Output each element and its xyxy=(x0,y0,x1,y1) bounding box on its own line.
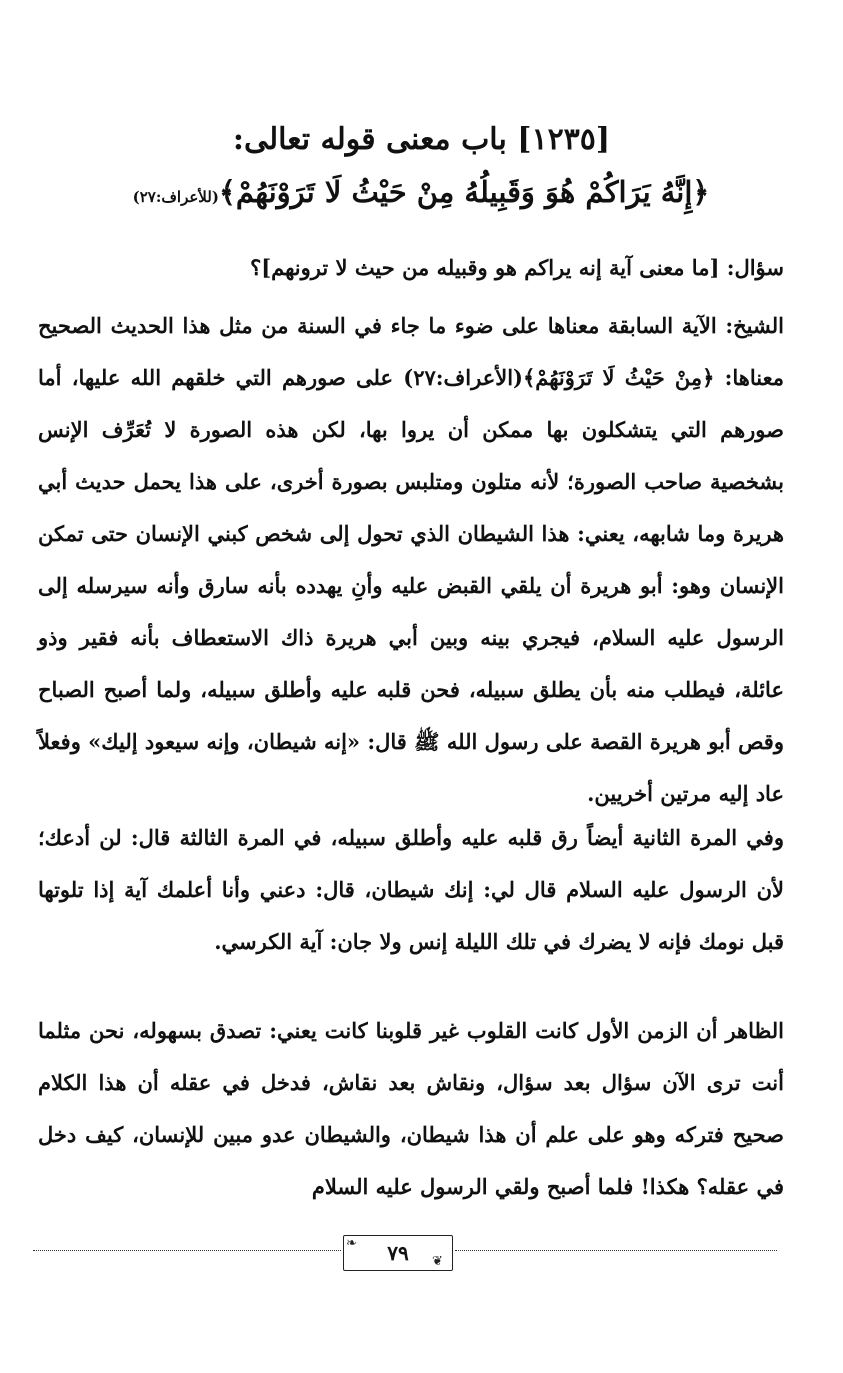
page-number: ٧٩ xyxy=(387,1241,409,1265)
paragraph-second xyxy=(38,812,784,968)
paragraph-answer xyxy=(38,300,784,820)
paragraph-text: الآية السابقة معناها على ضوء ما جاء في السنة من مثل هذا الحديث الصحيح معناها: ﴿مِنْ حَيْثُ لَا تَرَوْنَهُمْ﴾(الأعراف:٢٧) على صورهم التي خلقهم الله عليها، أما صورهم التي يتشكلون بها ممكن أن يروا بها، لكن هذه الصورة لا تُعَرِّف الإنس بشخصية صاحب الصورة؛ لأنه متلون ومتلبس بصورة أخرى، على هذا يحمل حديث أبي هريرة وما شابهه، يعني: هذا الشيطان الذي تحول إلى شخص كبني الإنسان حتى تمكن الإنسان وهو: أبو هريرة أن يلقي القبض عليه وأنِ يهدده بأنه سارق وأنه سيرسله إلى الرسول عليه السلام، فيجري بينه وبين أبي هريرة ذاك الاستعطاف بأنه فقير وذو عائلة، فيطلب منه بأن يطلق سبيله، فحن قلبه عليه وأطلق سبيله، ولما أصبح الصباح وقص أبو هريرة القصة على رسول الله ﷺ قال: «إنه شيطان، وإنه سيعود إليك» وفعلاً عاد إليه مرتين أخريين. xyxy=(38,313,784,806)
question-text: [ما معنى آية إنه يراكم هو وقبيله من حيث لا ترونهم]؟ xyxy=(250,255,727,280)
speaker-label: الشيخ: xyxy=(725,313,784,338)
chapter-heading xyxy=(0,118,843,162)
verse-reference: (للأعراف:٢٧) xyxy=(132,188,219,206)
paragraph-text: الظاهر أن الزمن الأول كانت القلوب غير قلوبنا كانت يعني: تصدق بسهوله، نحن مثلما أنت ترى الآن سؤال بعد سؤال، ونقاش بعد نقاش، فدخل في عقله أن هذا الكلام صحيح فتركه وهو على علم أن هذا شيطان، والشيطان عدو مبين للإنسان، كيف دخل في عقله؟ هكذا! فلما أصبح ولقي الرسول عليه السلام xyxy=(38,1018,784,1199)
ornament-icon: ❧ xyxy=(346,1236,357,1251)
question-label: سؤال: xyxy=(726,255,784,280)
verse-text: ﴿إِنَّهُ يَرَاكُمْ هُوَ وَقَبِيلُهُ مِنْ حَيْثُ لَا تَرَوْنَهُمْ﴾ xyxy=(218,175,710,209)
paragraph-text: وفي المرة الثانية أيضاً رق قلبه عليه وأطلق سبيله، في المرة الثالثة قال: لن أدعك؛ لأن الرسول عليه السلام قال لي: إنك شيطان، قال: دعني وأنا أعلمك آية إذا تلوتها قبل نومك فإنه لا يضرك في تلك الليلة إنس ولا جان: آية الكرسي. xyxy=(38,825,784,954)
ornament-icon: ❦ xyxy=(432,1254,443,1269)
footer-divider-right xyxy=(455,1250,777,1251)
footer-divider-left xyxy=(33,1250,341,1251)
paragraph-third xyxy=(38,1005,784,1213)
question-line xyxy=(40,242,784,294)
verse-heading xyxy=(60,170,782,219)
chapter-heading-text: [١٢٣٥] باب معنى قوله تعالى: xyxy=(232,122,611,157)
